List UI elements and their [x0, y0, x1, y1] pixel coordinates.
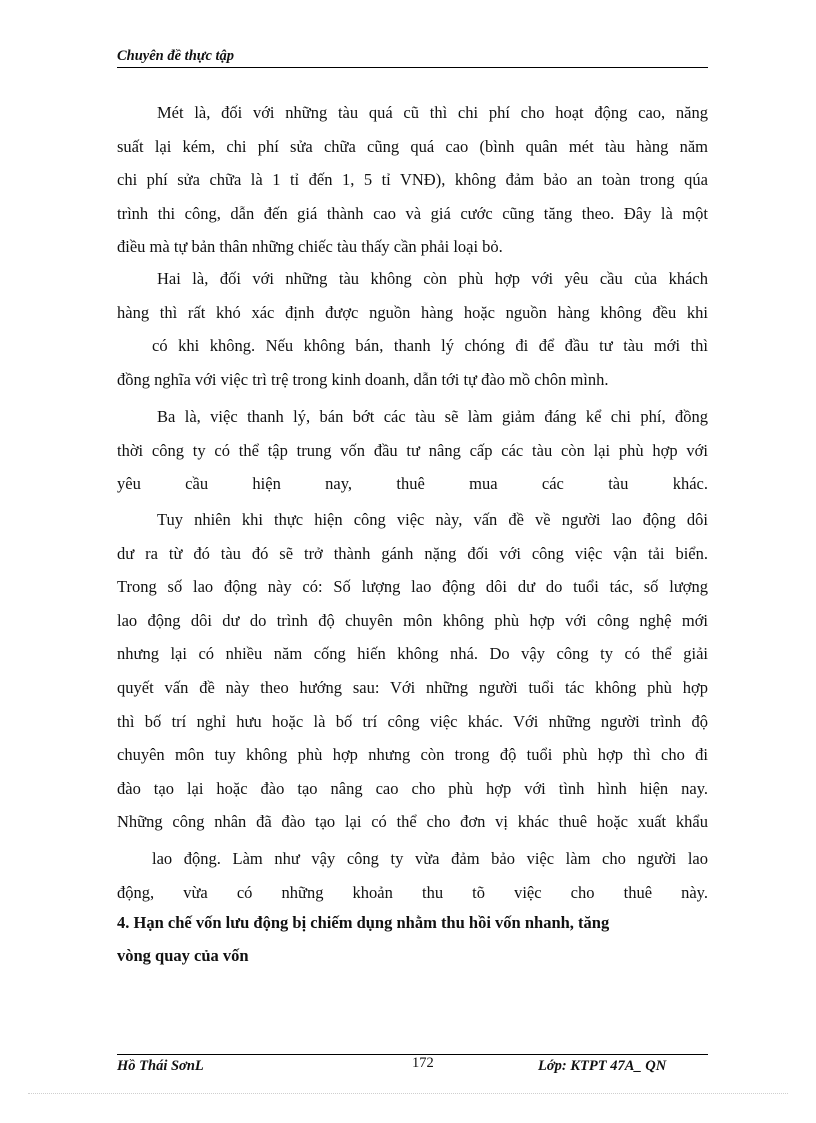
text-line: trình thi công, dẫn đến giá thành cao và giá cước cũng tăng theo. Đây là một	[117, 203, 708, 223]
page-number: 172	[412, 1055, 434, 1071]
text-line: Những công nhân đã đào tạo lại có thể cho đơn vị khác thuê hoặc xuất khẩu	[117, 812, 708, 832]
text-line: dư ra từ đó tàu đó sẽ trở thành gánh nặng đối với công việc vận tải biển.	[117, 543, 708, 563]
text-line: chi phí sửa chữa là 1 tỉ đến 1, 5 tỉ VNĐ), không đảm bảo an toàn trong qúa	[117, 170, 708, 190]
text-line: động, vừa có những khoản thu tõ việc cho thuê này.	[117, 882, 708, 902]
text-line: Mét là, đối với những tàu quá cũ thì chi phí cho hoạt động cao, năng	[157, 103, 708, 122]
text-line: Ba là, việc thanh lý, bán bớt các tàu sẽ làm giảm đáng kể chi phí, đồng	[157, 407, 708, 426]
text-line: chuyên môn tuy không phù hợp nhưng còn trong độ tuổi phù hợp thì cho đi	[117, 745, 708, 765]
heading-line: 4. Hạn chế vốn lưu động bị chiếm dụng nhằm thu hồi vốn nhanh, tăng	[117, 913, 610, 932]
paragraph-4	[117, 503, 708, 909]
footer-class: Lớp: KTPT 47A_ QN	[538, 1058, 667, 1074]
text-line: đồng nghĩa với việc trì trệ trong kinh doanh, dẫn tới tự đào mồ chôn mình.	[117, 369, 609, 389]
text-line: hàng thì rất khó xác định được nguồn hàng hoặc nguồn hàng không đều khi	[117, 302, 708, 322]
footer-author: Hồ Thái SơnL	[117, 1058, 204, 1074]
paragraph-2	[117, 262, 708, 396]
text-line: Tuy nhiên khi thực hiện công việc này, vấn đề về người lao động dôi	[157, 510, 708, 529]
text-line: thì bố trí nghỉ hưu hoặc là bố trí công việc khác. Với những người trình độ	[117, 711, 708, 731]
text-line: suất lại kém, chi phí sửa chữa cũng quá cao (bình quân mét tàu hàng năm	[117, 136, 708, 156]
paragraph-3	[117, 400, 708, 501]
page-edge-divider	[28, 1093, 788, 1094]
text-line: đào tạo lại hoặc đào tạo nâng cao cho phù hợp với tình hình hiện nay.	[117, 778, 708, 798]
paragraph-1	[117, 96, 708, 264]
text-line: quyết vấn đề này theo hướng sau: Với những người tuổi tác không phù hợp	[117, 677, 708, 697]
heading-line: vòng quay của vốn	[117, 946, 249, 965]
running-header-title: Chuyên đề thực tập	[117, 48, 235, 64]
text-line: nhưng lại có nhiều năm cống hiến không nhá. Do vậy công ty có thể giải	[117, 644, 708, 664]
text-line: lao động. Làm như vậy công ty vừa đảm bảo việc làm cho người lao	[152, 848, 708, 868]
text-line: lao động dôi dư do trình độ chuyên môn không phù hợp với công nghệ mới	[117, 610, 708, 630]
text-line: thời công ty có thể tập trung vốn đầu tư nâng cấp các tàu còn lại phù hợp với	[117, 440, 708, 460]
text-line: yêu cầu hiện nay, thuê mua các tàu khác.	[117, 474, 708, 494]
header-rule	[117, 67, 708, 68]
text-line: điều mà tự bản thân những chiếc tàu thấy cần phải loại bỏ.	[117, 237, 503, 257]
text-line: Trong số lao động này có: Số lượng lao động dôi dư do tuổi tác, số lượng	[117, 577, 708, 597]
section-heading	[117, 906, 708, 972]
text-line: Hai là, đối với những tàu không còn phù hợp với yêu cầu của khách	[157, 269, 708, 288]
text-line: có khi không. Nếu không bán, thanh lý chóng đi để đầu tư tàu mới thì	[152, 336, 708, 356]
